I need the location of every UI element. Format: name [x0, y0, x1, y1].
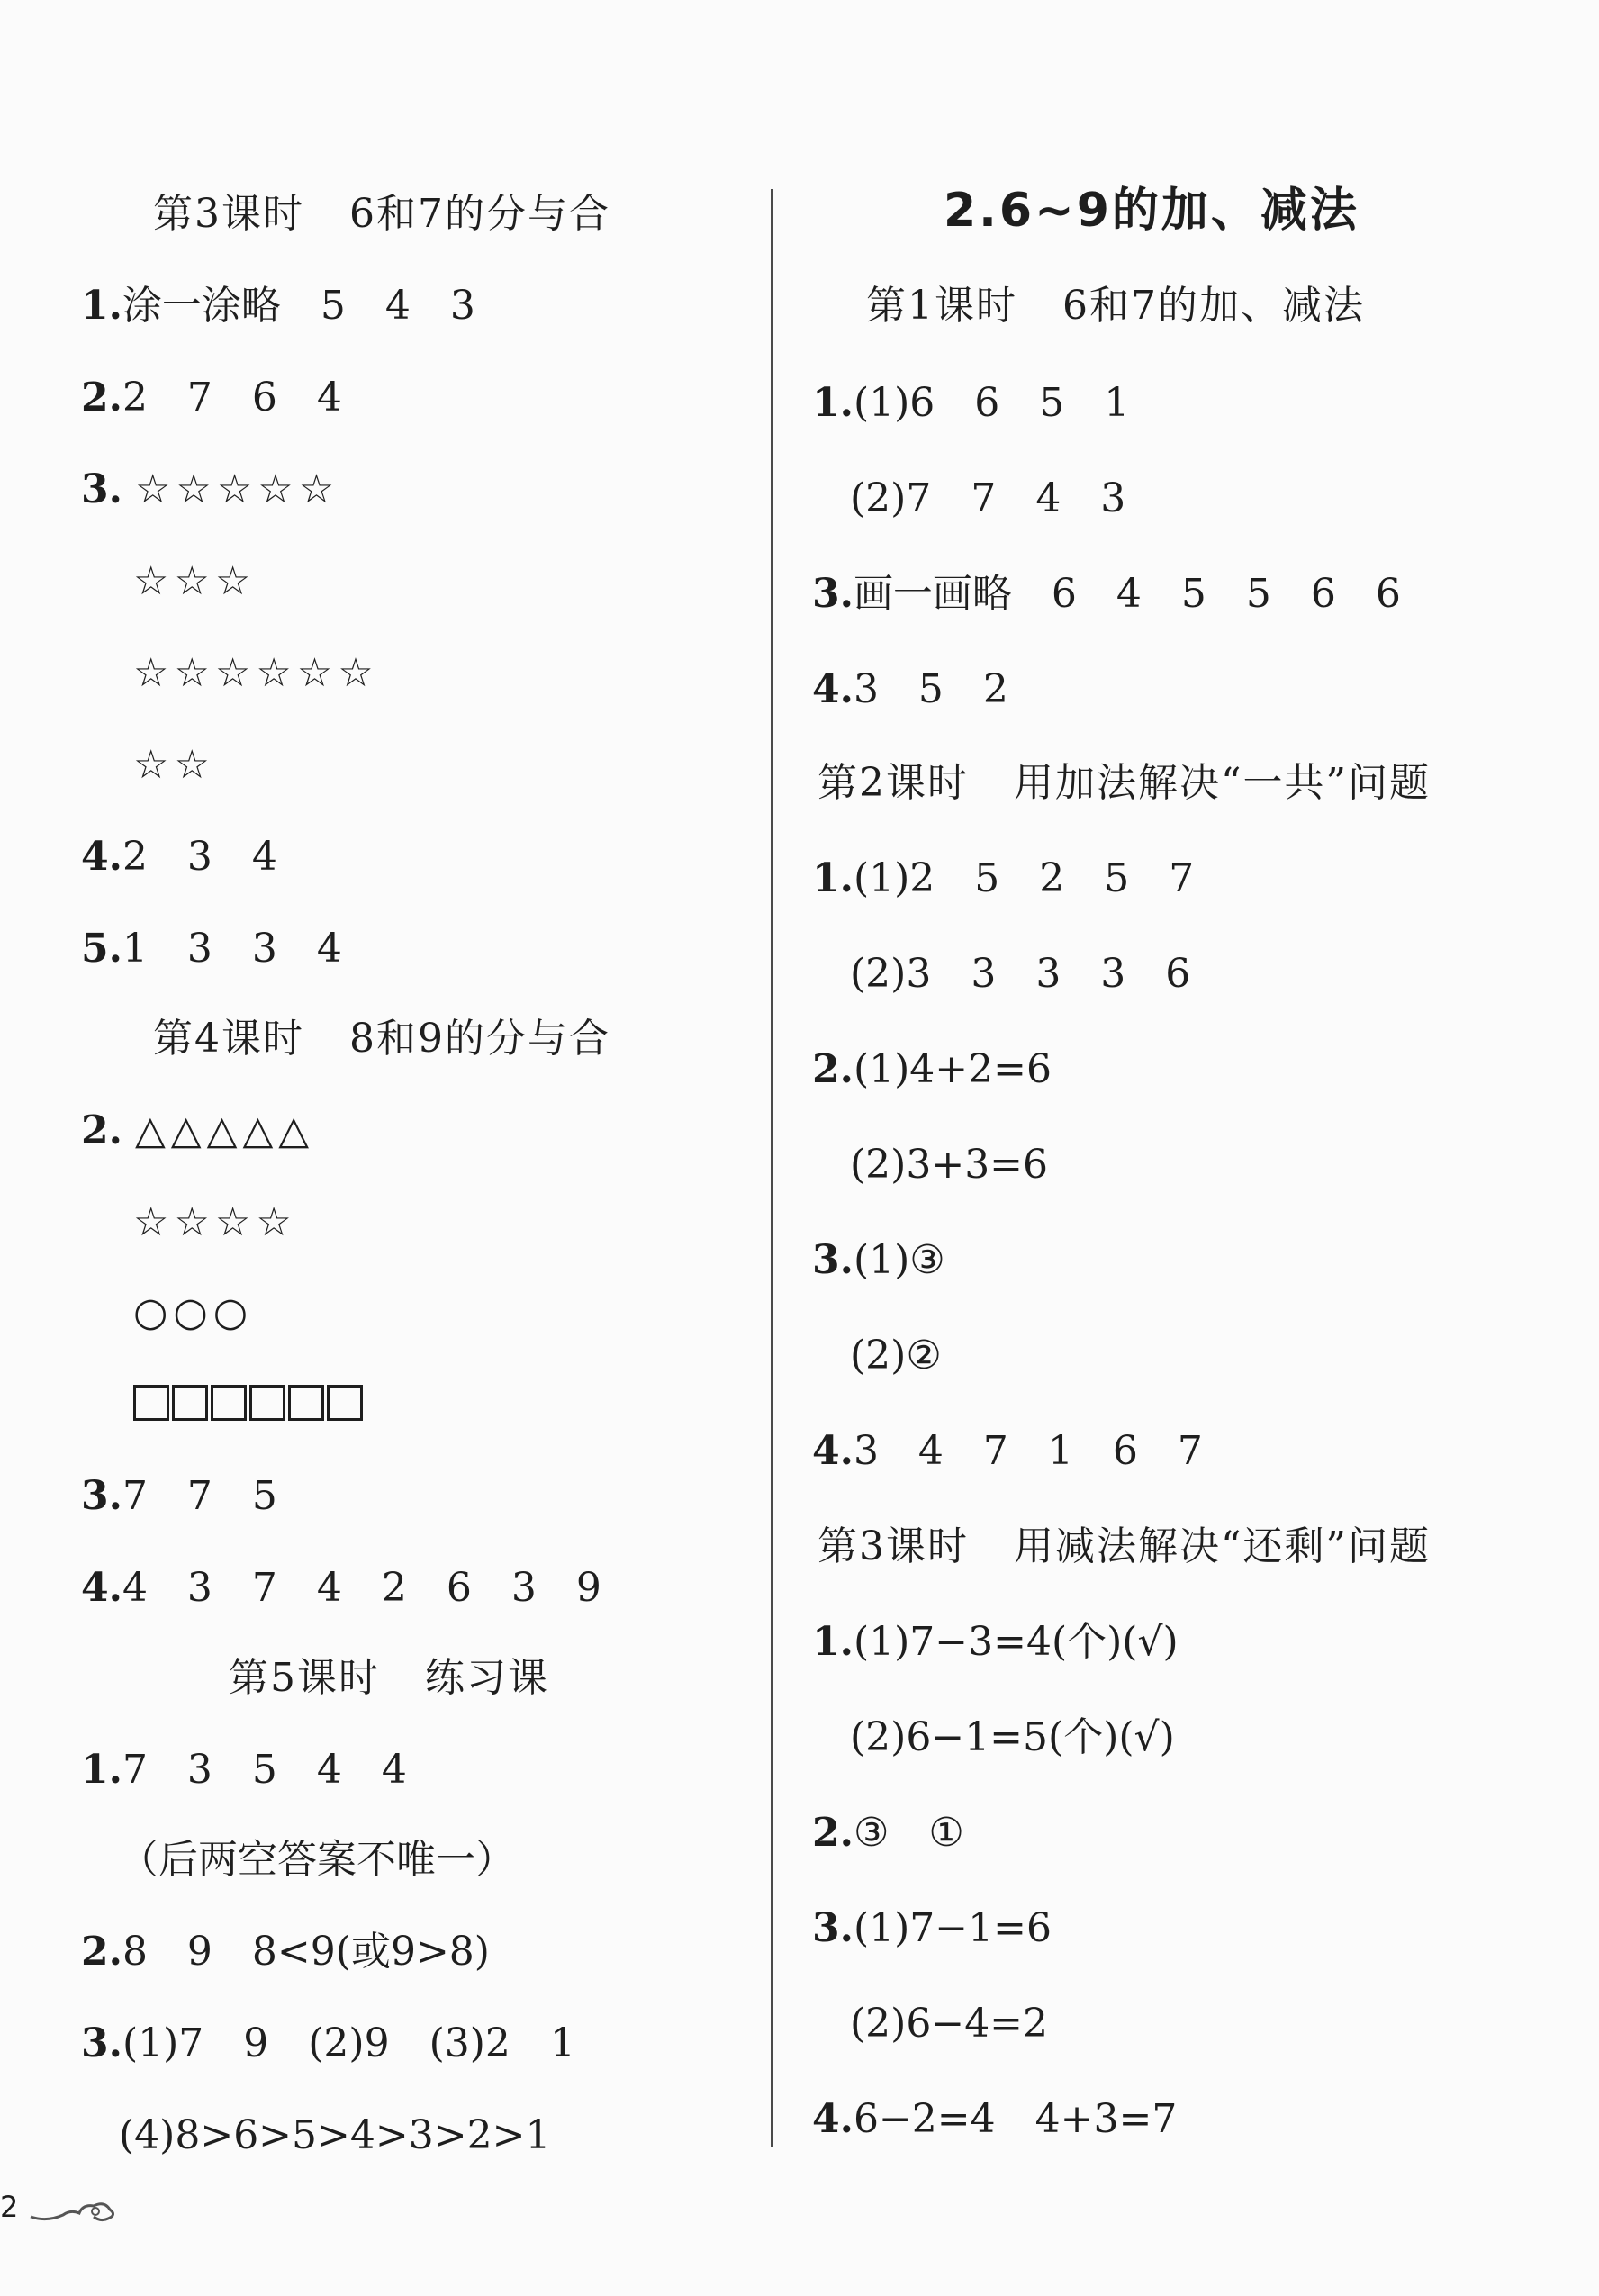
answer-text: 6−2=4 4+3=7 — [853, 2096, 1178, 2142]
lesson-title: 用加法解决“一共”问题 — [1014, 760, 1431, 806]
item-number: 3. — [812, 1237, 854, 1283]
lesson-label: 第2课时 — [818, 760, 969, 806]
item-number: 4. — [81, 834, 122, 880]
answer-text: (1)7−1=6 — [853, 1905, 1052, 1951]
lesson-title: 8和9的分与合 — [349, 1016, 610, 1062]
lesson-title: 6和7的分与合 — [349, 191, 610, 237]
item-number: 3. — [81, 466, 122, 512]
section-heading-lesson3 — [153, 187, 610, 241]
circle-row: ○○○ — [133, 1289, 254, 1335]
answer-line — [812, 376, 1129, 430]
section-heading-lesson2 — [818, 756, 1431, 810]
answer-text: ③ ① — [853, 1810, 964, 1856]
item-number: 1. — [812, 855, 854, 901]
square-shape — [288, 1385, 324, 1421]
answer-text: 3 4 7 1 6 7 — [853, 1428, 1203, 1474]
square-shape — [133, 1385, 169, 1421]
answer-text: 1 3 3 4 — [122, 926, 342, 972]
item-number: 4. — [81, 1565, 122, 1611]
answer-line — [81, 2017, 575, 2071]
chapter-title: 2.6~9的加、减法 — [944, 184, 1360, 238]
answer-line — [812, 1043, 1052, 1097]
triangle-row: △△△△△ — [134, 1107, 315, 1153]
answer-text: 2 7 6 4 — [122, 375, 342, 420]
lesson-label: 第4课时 — [153, 1016, 304, 1062]
answer-text: (1)2 5 2 5 7 — [853, 855, 1195, 901]
item-number: 4. — [812, 1428, 854, 1474]
answer-text: (1)7−3=4(个)(√) — [853, 1619, 1179, 1665]
answer-text: (4)8>6>5>4>3>2>1 — [119, 2112, 551, 2158]
answer-line — [81, 1561, 601, 1615]
answer-line — [81, 1743, 407, 1797]
item-number: 2. — [81, 1107, 122, 1153]
answer-line — [812, 663, 1008, 717]
answer-text: 7 3 5 4 4 — [122, 1747, 407, 1793]
answer-note: （后两空答案不唯一） — [119, 1837, 515, 1883]
answer-line — [812, 2093, 1177, 2147]
square-row — [133, 1378, 366, 1432]
answer-line — [81, 463, 339, 517]
item-number: 2. — [812, 1046, 854, 1092]
answer-line — [812, 1902, 1052, 1956]
star-row: ☆☆☆☆ — [133, 1199, 297, 1245]
square-shape — [211, 1385, 247, 1421]
answer-line — [812, 1615, 1179, 1669]
item-number: 2. — [81, 1929, 122, 1975]
answer-text: 涂一涂略 5 4 3 — [122, 283, 475, 329]
lesson-label: 第3课时 — [153, 191, 304, 237]
item-number: 3. — [81, 2020, 122, 2066]
item-number: 5. — [81, 926, 122, 972]
lesson-label: 第1课时 — [866, 283, 1017, 329]
answer-text: 4 3 7 4 2 6 3 9 — [122, 1565, 601, 1611]
answer-line — [81, 1469, 277, 1523]
answer-text: (2)7 7 4 3 — [850, 475, 1126, 521]
answer-text: (1)7 9 (2)9 (3)2 1 — [122, 2020, 575, 2066]
answer-line — [81, 1104, 314, 1158]
answer-line — [81, 371, 342, 425]
answer-line — [812, 567, 1401, 621]
section-heading-lesson3 — [818, 1520, 1431, 1574]
item-number: 3. — [81, 1473, 122, 1519]
item-number: 3. — [812, 1905, 854, 1951]
answer-text: (1)③ — [853, 1237, 945, 1283]
item-number: 4. — [812, 2096, 854, 2142]
page-number: 2 — [0, 2190, 19, 2224]
lesson-title: 用减法解决“还剩”问题 — [1014, 1523, 1431, 1569]
answer-line — [81, 922, 342, 976]
star-row: ☆☆☆ — [133, 558, 257, 604]
answer-line — [812, 1806, 964, 1860]
square-shape — [172, 1385, 208, 1421]
section-heading-lesson4 — [153, 1012, 610, 1066]
lesson-title: 6和7的加、减法 — [1062, 283, 1365, 329]
answer-text: (2)3 3 3 3 6 — [850, 951, 1191, 997]
answer-line — [81, 830, 277, 884]
answer-text: (2)6−1=5(个)(√) — [850, 1714, 1175, 1760]
item-number: 2. — [81, 375, 122, 420]
section-heading-lesson5 — [229, 1651, 549, 1705]
answer-text: 3 5 2 — [853, 666, 1008, 712]
answer-text: (2)② — [850, 1333, 942, 1379]
item-number: 1. — [812, 1619, 854, 1665]
item-number: 2. — [812, 1810, 854, 1856]
answer-text: (1)6 6 5 1 — [853, 380, 1130, 426]
lesson-label: 第3课时 — [818, 1523, 969, 1569]
star-row: ☆☆ — [133, 742, 215, 788]
lesson-label: 第5课时 — [229, 1655, 380, 1701]
column-divider — [771, 189, 773, 2147]
answer-text: (2)3+3=6 — [850, 1142, 1049, 1188]
lesson-title: 练习课 — [425, 1655, 549, 1701]
answer-text: 8 9 8<9(或9>8) — [122, 1929, 490, 1975]
square-shape — [327, 1385, 363, 1421]
answer-line — [812, 852, 1194, 906]
right-column — [812, 0, 1559, 2206]
answer-text: (2)6−4=2 — [850, 2001, 1049, 2047]
square-shape — [249, 1385, 285, 1421]
answer-line — [812, 1424, 1203, 1478]
star-row: ☆☆☆☆☆☆ — [133, 650, 379, 696]
answer-text: 7 7 5 — [122, 1473, 277, 1519]
answer-line — [812, 1234, 945, 1288]
item-number: 1. — [81, 283, 122, 329]
answer-line — [81, 1925, 490, 1979]
item-number: 1. — [81, 1747, 122, 1793]
left-column — [81, 0, 801, 2206]
item-number: 3. — [812, 571, 854, 617]
answer-line — [81, 279, 475, 333]
answer-text: (1)4+2=6 — [853, 1046, 1052, 1092]
answer-text: 画一画略 6 4 5 5 6 6 — [853, 571, 1401, 617]
section-heading-lesson1 — [866, 279, 1365, 333]
answer-text: 2 3 4 — [122, 834, 277, 880]
item-number: 4. — [812, 666, 854, 712]
cloud-ornament-icon — [29, 2192, 119, 2228]
star-row: ☆☆☆☆☆ — [134, 466, 340, 512]
item-number: 1. — [812, 380, 854, 426]
